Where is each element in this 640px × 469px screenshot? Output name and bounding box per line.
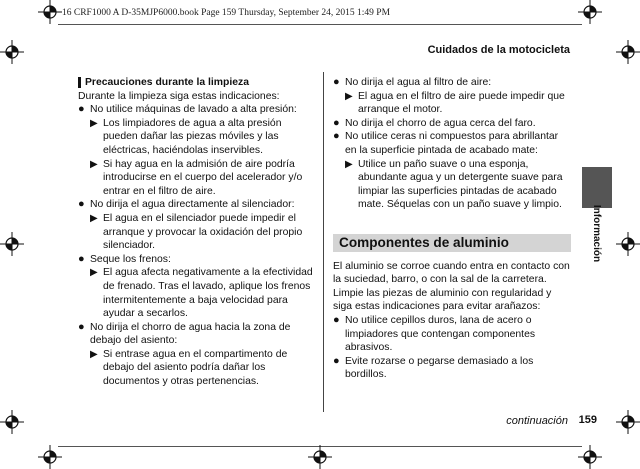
sub-item-text: Si entrase agua en el compartimento de debajo del asiento podría dañar los documentos y otras pertenencias.	[103, 348, 288, 388]
sub-item	[78, 117, 318, 158]
left-column	[78, 76, 318, 389]
sub-item	[333, 158, 571, 212]
registration-mark-icon	[616, 40, 640, 64]
list-item	[333, 117, 571, 131]
list-item	[333, 130, 571, 157]
section-intro: El aluminio se corroe cuando entra en contacto con la suciedad, barro, o con la sal de la carretera. Limpie las piezas de aluminio con regularidad y siga estas indicaciones para evitar arañazos:	[333, 260, 570, 313]
list-item-text: No dirija el chorro de agua hacia la zona de debajo del asiento:	[90, 321, 291, 347]
list-item-text: No utilice máquinas de lavado a alta presión:	[90, 104, 297, 116]
list-item	[333, 314, 571, 355]
sub-item-text: El agua en el silenciador puede impedir el arranque y provocar la oxidación del propio silenciador.	[103, 212, 303, 252]
list-item-text: No dirija el agua directamente al silenciador:	[90, 199, 295, 211]
bullet-icon: ●	[333, 313, 340, 326]
bullet-icon: ●	[78, 320, 85, 333]
sub-item-text: Utilice un paño suave o una esponja, abundante agua y un detergente suave para limpiar las superficies pintadas de acabado mate. Séquelas con un paño suave y limpio.	[358, 158, 563, 211]
list-item	[78, 253, 318, 267]
arrow-icon: ▶	[90, 158, 98, 170]
list-item-text: No utilice cepillos duros, lana de acero o limpiadores que contengan componentes abrasivos.	[345, 314, 536, 354]
bullet-icon: ●	[78, 198, 85, 211]
registration-mark-icon	[616, 232, 640, 256]
registration-mark-icon	[578, 445, 602, 469]
section-intro: Durante la limpieza siga estas indicaciones:	[78, 90, 280, 102]
registration-mark-icon	[0, 232, 24, 256]
registration-mark-icon	[0, 410, 24, 434]
continued-label: continuación	[506, 415, 568, 427]
list-item-text: No dirija el agua al filtro de aire:	[345, 77, 492, 88]
section-banner-aluminium: Componentes de aluminio	[333, 234, 571, 252]
bullet-icon: ●	[333, 76, 340, 88]
bullet-icon: ●	[78, 103, 85, 116]
page-number: 159	[578, 414, 597, 426]
list-item	[333, 355, 571, 382]
list-item	[78, 103, 318, 117]
sub-item	[78, 266, 318, 320]
list-item-text: Seque los frenos:	[90, 253, 171, 265]
registration-mark-icon	[38, 445, 62, 469]
column-divider	[323, 72, 324, 412]
list-item-text: Evite rozarse o pegarse demasiado a los bordillos.	[345, 355, 534, 381]
arrow-icon: ▶	[345, 158, 353, 170]
print-header: 16 CRF1000 A D-35MJP6000.book Page 159 Thursday, September 24, 2015 1:49 PM	[62, 8, 391, 18]
list-item-text: No utilice ceras ni compuestos para abrillantar en la superficie pintada de acabado mate:	[345, 131, 559, 156]
registration-mark-icon	[308, 445, 332, 469]
list-item-text: No dirija el chorro de agua cerca del faro.	[345, 117, 536, 129]
sub-item-text: El agua afecta negativamente a la efectividad de frenado. Tras el lavado, aplique los frenos intermitentemente a baja velocidad para ayudar a secarlos.	[103, 267, 313, 320]
section-marker-icon	[78, 77, 81, 88]
sub-item	[333, 90, 571, 117]
registration-mark-icon	[578, 0, 602, 24]
chapter-tab-label	[583, 198, 611, 268]
arrow-icon: ▶	[90, 348, 98, 360]
sub-item-text: Los limpiadores de agua a alta presión pueden dañar las piezas móviles y las eléctricas, haciéndolas inservibles.	[103, 117, 282, 156]
list-item	[78, 198, 318, 212]
section-heading-cleaning	[78, 76, 318, 90]
sub-item-text: Si hay agua en la admisión de aire podría introducirse en el cuerpo del acelerador y/o entrar en el filtro de aire.	[103, 158, 303, 197]
bullet-icon: ●	[333, 116, 340, 129]
sub-item	[78, 348, 318, 389]
bullet-icon: ●	[78, 252, 85, 265]
right-column	[333, 76, 571, 382]
arrow-icon: ▶	[345, 90, 353, 102]
running-head: Cuidados de la motocicleta	[427, 44, 570, 56]
bullet-icon: ●	[333, 130, 340, 143]
registration-mark-icon	[0, 40, 24, 64]
section-title: Precauciones durante la limpieza	[85, 77, 250, 88]
arrow-icon: ▶	[90, 117, 98, 129]
arrow-icon: ▶	[90, 267, 98, 279]
arrow-icon: ▶	[90, 212, 98, 224]
registration-mark-icon	[38, 0, 62, 24]
list-item	[333, 76, 571, 90]
bullet-icon: ●	[333, 354, 340, 367]
sub-item-text: El agua en el filtro de aire puede impedir que arranque el motor.	[358, 90, 565, 116]
chapter-tab-text: Información	[591, 204, 603, 262]
sub-item	[78, 158, 318, 199]
sub-item	[78, 212, 318, 253]
registration-mark-icon	[616, 410, 640, 434]
list-item	[78, 321, 318, 348]
trim-line-top	[58, 24, 582, 25]
